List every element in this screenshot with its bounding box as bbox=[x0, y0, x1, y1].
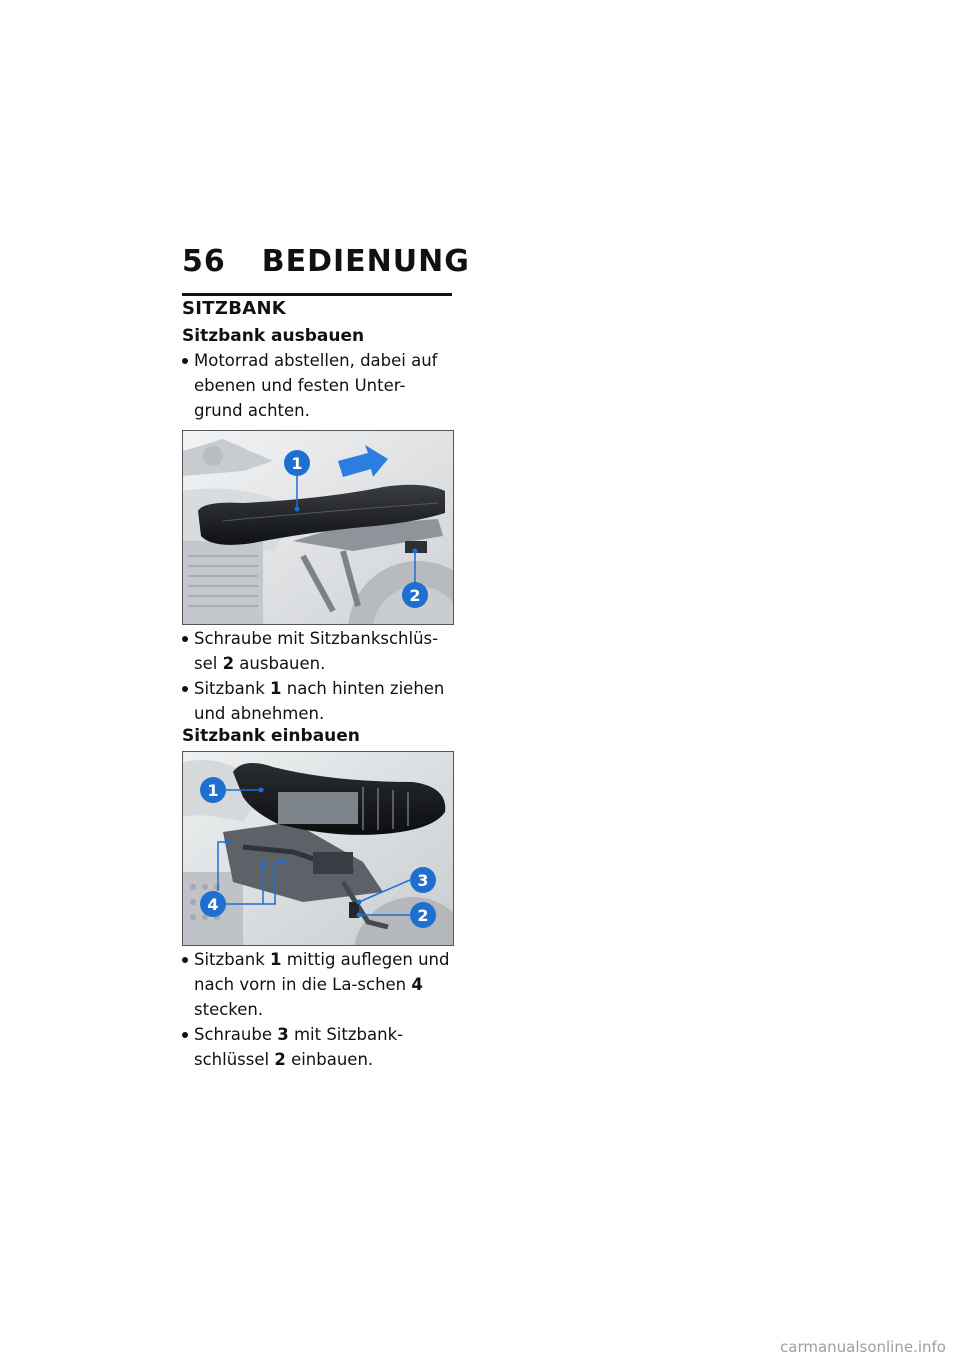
remove-steps-1 bbox=[182, 348, 454, 423]
install-step-1: Sitzbank 1 mittig auflegen und nach vorn in die La-schen 4 stecken. bbox=[182, 947, 454, 1022]
install-steps bbox=[182, 947, 454, 1072]
section-title: SITZBANK bbox=[182, 298, 287, 319]
figure-install-seat bbox=[182, 751, 454, 946]
chapter-title: BEDIENUNG bbox=[261, 244, 470, 279]
seat-removal-illustration bbox=[183, 431, 453, 624]
callout-1: 1 bbox=[291, 454, 303, 473]
callout-3: 3 bbox=[417, 871, 429, 890]
callout-1: 1 bbox=[207, 781, 219, 800]
remove-step-2: Schraube mit Sitzbankschlüs-sel 2 ausbauen. bbox=[182, 626, 454, 676]
page-number: 56 bbox=[182, 244, 226, 279]
callout-2: 2 bbox=[409, 586, 421, 605]
remove-step-3: Sitzbank 1 nach hinten ziehen und abnehmen. bbox=[182, 676, 454, 726]
remove-step-1: Motorrad abstellen, dabei auf ebenen und festen Unter-grund achten. bbox=[182, 348, 454, 423]
header-rule bbox=[182, 293, 452, 296]
figure-remove-seat bbox=[182, 430, 454, 625]
callout-2: 2 bbox=[417, 906, 429, 925]
install-heading: Sitzbank einbauen bbox=[182, 726, 360, 746]
watermark: carmanualsonline.info bbox=[780, 1338, 946, 1356]
callout-4: 4 bbox=[207, 895, 219, 914]
page-header bbox=[182, 244, 470, 279]
install-step-2: Schraube 3 mit Sitzbank-schlüssel 2 einbauen. bbox=[182, 1022, 454, 1072]
remove-heading: Sitzbank ausbauen bbox=[182, 326, 365, 346]
seat-install-illustration bbox=[183, 752, 453, 945]
remove-steps-2 bbox=[182, 626, 454, 726]
